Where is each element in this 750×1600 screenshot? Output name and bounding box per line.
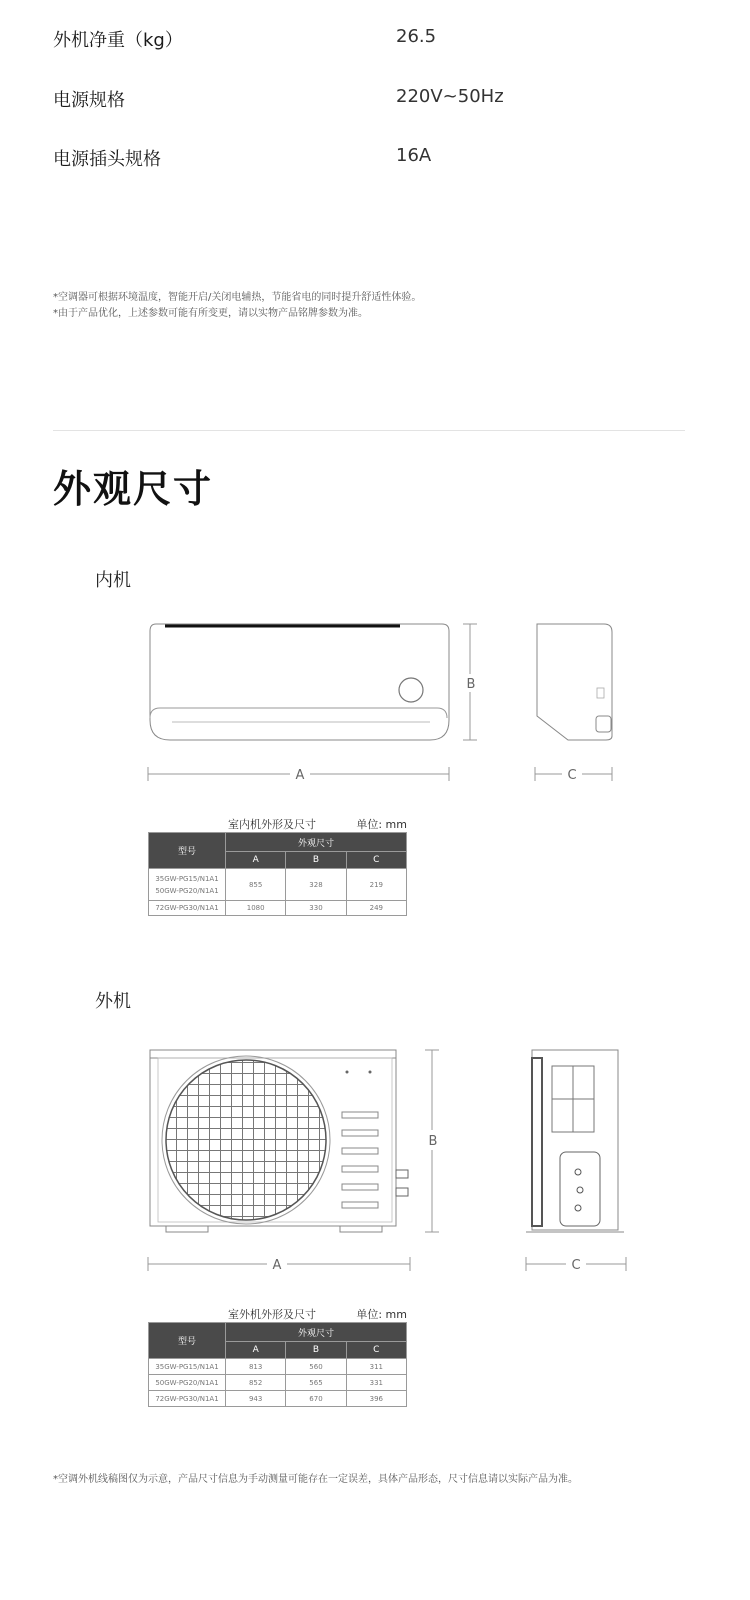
- col-header-a: A: [226, 852, 286, 869]
- indoor-title: 内机: [95, 570, 131, 591]
- value-cell: 560: [286, 1359, 346, 1375]
- value-cell: 330: [286, 901, 346, 916]
- col-header-c: C: [346, 1342, 406, 1359]
- col-header-b: B: [286, 852, 346, 869]
- spec-row-weight: [53, 26, 693, 66]
- spec-value: 220V~50Hz: [396, 86, 504, 107]
- value-cell: 855: [226, 869, 286, 901]
- model-header: 型号: [149, 1323, 226, 1359]
- table-row: [149, 1359, 407, 1375]
- spec-value: 16A: [396, 145, 432, 166]
- model-header: 型号: [149, 833, 226, 869]
- section-divider: [53, 430, 685, 431]
- outdoor-size-table: [148, 1322, 407, 1407]
- value-cell: 943: [226, 1391, 286, 1407]
- model-cell: 35GW-PG15/N1A1: [149, 1359, 226, 1375]
- spec-label: 电源规格: [53, 90, 125, 111]
- group-header: 外观尺寸: [226, 833, 407, 852]
- col-header-c: C: [346, 852, 406, 869]
- table-caption: 室内机外形及尺寸: [228, 818, 316, 831]
- table-row: [149, 901, 407, 916]
- model-cell: 72GW-PG30/N1A1: [149, 901, 226, 916]
- table-caption: 室外机外形及尺寸: [228, 1308, 316, 1321]
- table-unit: 单位: mm: [356, 818, 407, 831]
- value-cell: 565: [286, 1375, 346, 1391]
- model-cell: 50GW-PG20/N1A1: [149, 1375, 226, 1391]
- indoor-label-c: C: [567, 768, 577, 783]
- group-header: 外观尺寸: [226, 1323, 407, 1342]
- table-row: [149, 1391, 407, 1407]
- model-name: 35GW-PG15/N1A1: [155, 874, 219, 883]
- note-line: *空调器可根据环境温度，智能开启/关闭电辅热，节能省电的同时提升舒适性体验。: [53, 292, 422, 303]
- value-cell: 852: [226, 1375, 286, 1391]
- spec-row-plug: [53, 145, 693, 185]
- value-cell: 1080: [226, 901, 286, 916]
- table-unit: 单位: mm: [356, 1308, 407, 1321]
- indoor-table-caption: [148, 816, 407, 832]
- col-header-b: B: [286, 1342, 346, 1359]
- spec-value: 26.5: [396, 26, 437, 47]
- indoor-label-a: A: [295, 768, 305, 783]
- outdoor-table-caption: [148, 1306, 407, 1322]
- value-cell: 396: [346, 1391, 406, 1407]
- value-cell: 331: [346, 1375, 406, 1391]
- model-cell: 72GW-PG30/N1A1: [149, 1391, 226, 1407]
- outdoor-title: 外机: [95, 991, 131, 1012]
- outdoor-label-c: C: [571, 1258, 581, 1273]
- outdoor-unit-drawing: [0, 1040, 750, 1280]
- spec-row-power: [53, 86, 693, 126]
- note-line: *由于产品优化，上述参数可能有所变更，请以实物产品铭牌参数为准。: [53, 308, 368, 319]
- value-cell: 249: [346, 901, 406, 916]
- table-row: [149, 869, 407, 901]
- value-cell: 311: [346, 1359, 406, 1375]
- spec-label: 电源插头规格: [53, 149, 161, 170]
- value-cell: 219: [346, 869, 406, 901]
- model-name: 50GW-PG20/N1A1: [155, 886, 219, 895]
- outdoor-label-b: B: [428, 1134, 438, 1149]
- value-cell: 813: [226, 1359, 286, 1375]
- section-title: 外观尺寸: [53, 467, 214, 511]
- col-header-a: A: [226, 1342, 286, 1359]
- indoor-label-b: B: [466, 677, 476, 692]
- value-cell: 328: [286, 869, 346, 901]
- spec-label: 外机净重（kg）: [53, 30, 183, 51]
- footer-note: *空调外机线稿图仅为示意，产品尺寸信息为手动测量可能存在一定误差，具体产品形态，尺寸信息请以实际产品为准。: [53, 1474, 578, 1485]
- value-cell: 670: [286, 1391, 346, 1407]
- table-row: [149, 1375, 407, 1391]
- indoor-size-table: [148, 832, 407, 916]
- model-cell: [149, 869, 226, 901]
- outdoor-label-a: A: [272, 1258, 282, 1273]
- indoor-unit-drawing: [0, 610, 750, 800]
